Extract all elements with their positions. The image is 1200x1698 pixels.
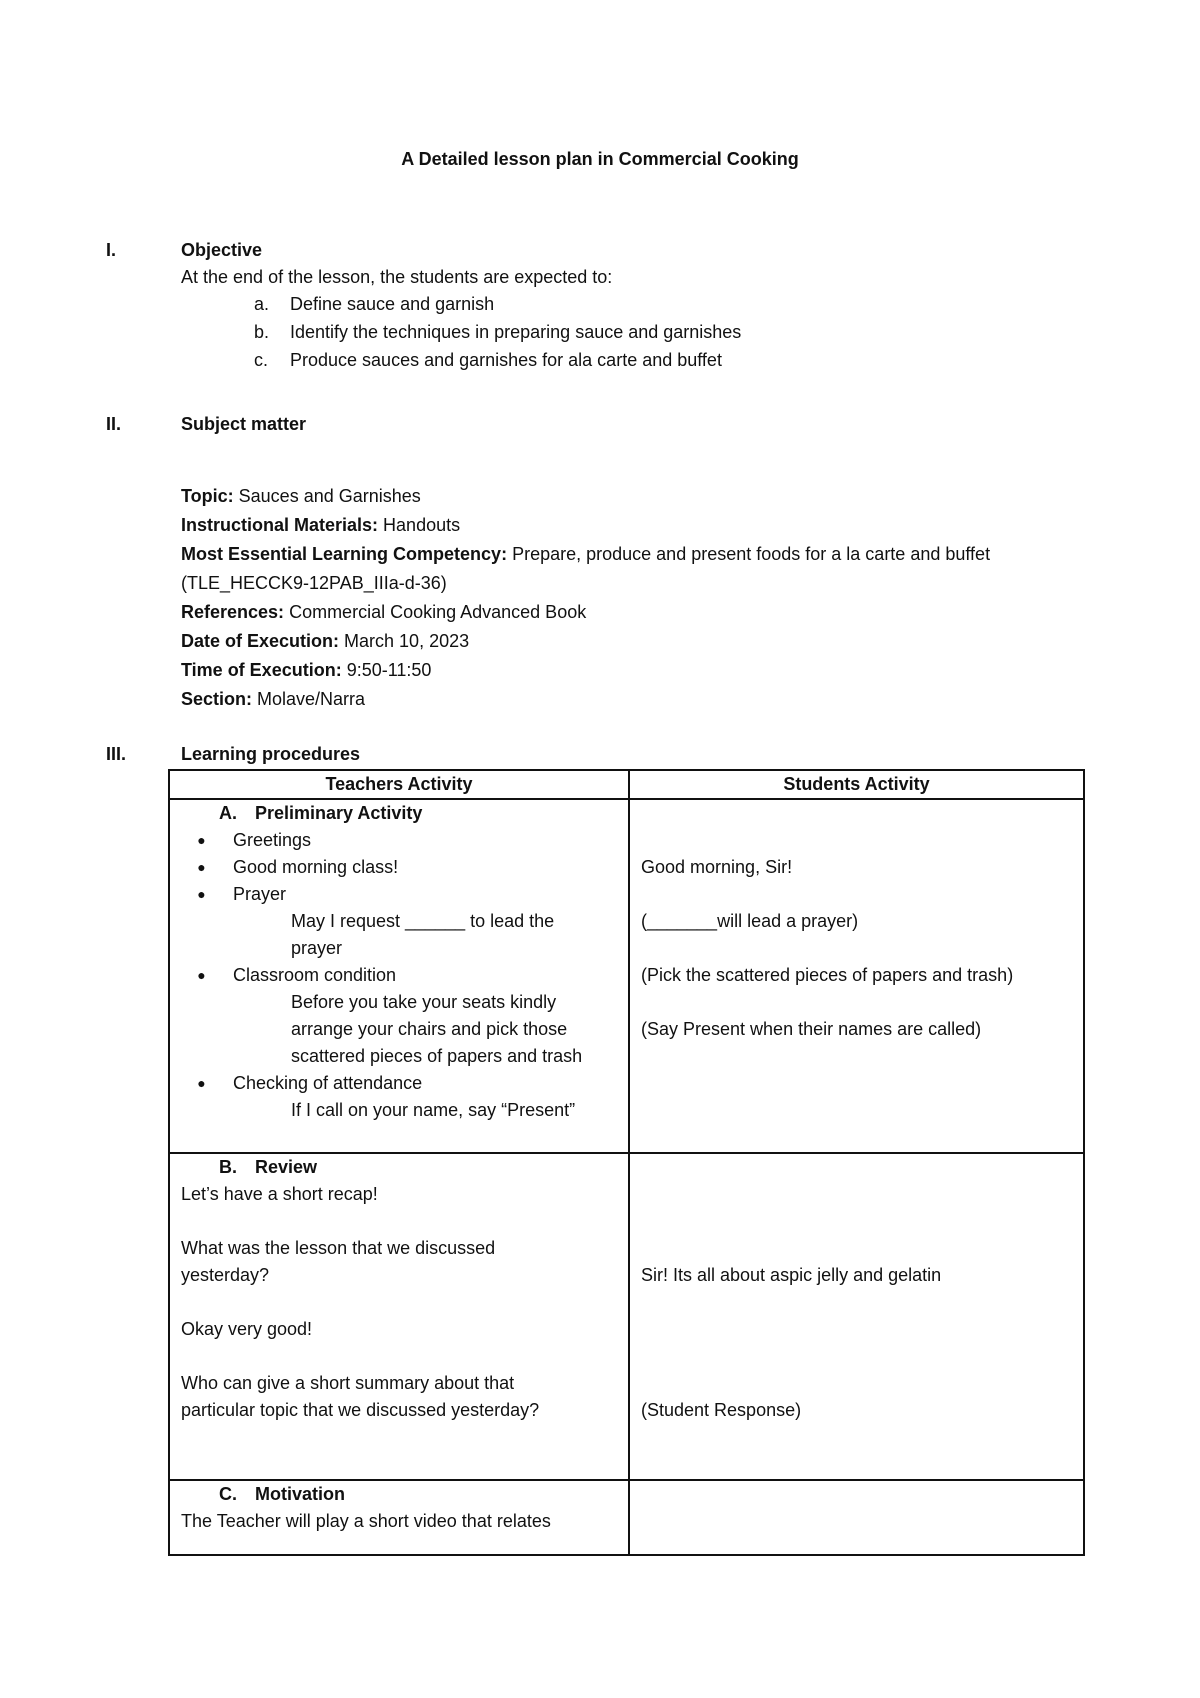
indent-text: If I call on your name, say “Present”: [291, 1100, 576, 1120]
student-cell-preliminary: [629, 799, 1084, 1153]
page-title: A Detailed lesson plan in Commercial Cooking: [401, 149, 799, 169]
subject-label: Date of Execution:: [181, 631, 340, 651]
section-numeral-objective: I.: [106, 240, 117, 260]
subject-label: Most Essential Learning Competency:: [181, 544, 508, 564]
table-row-motivation: [169, 1480, 1084, 1555]
section-numeral-procedures: III.: [106, 744, 127, 764]
subject-line-topic: [181, 483, 1131, 512]
indent-text: May I request ______ to lead the: [291, 911, 555, 931]
objective-item: [254, 291, 741, 319]
objective-intro: At the end of the lesson, the students are expected to:: [181, 267, 613, 287]
section-heading-subject: Subject matter: [181, 414, 307, 434]
objective-text: Produce sauces and garnishes for ala carte and buffet: [290, 350, 722, 370]
subject-value: (TLE_HECCK9-12PAB_IIIa-d-36): [181, 573, 447, 593]
subject-label: Section:: [181, 689, 253, 709]
subject-value: Prepare, produce and present foods for a la carte and buffet: [507, 544, 991, 564]
subject-value: Handouts: [378, 515, 461, 535]
bullet-icon: ●: [197, 886, 206, 902]
bullet-text: Classroom condition: [233, 965, 397, 985]
table-header-row: [169, 770, 1084, 799]
objective-text: Define sauce and garnish: [290, 294, 495, 314]
subject-value: Molave/Narra: [252, 689, 366, 709]
subsection-title: Preliminary Activity: [255, 803, 423, 823]
bullet-icon: ●: [197, 1075, 206, 1091]
bullet-item: [170, 1070, 628, 1097]
subject-label: Topic:: [181, 486, 234, 506]
student-response: Good morning, Sir!: [641, 857, 793, 877]
teacher-cell-review: [169, 1153, 629, 1480]
student-cell-review: [629, 1153, 1084, 1480]
subject-line-code: [181, 570, 1131, 599]
subject-label: Instructional Materials:: [181, 515, 379, 535]
bullet-item: [170, 827, 628, 854]
subject-value: Sauces and Garnishes: [233, 486, 421, 506]
subject-matter-block: [181, 483, 1131, 715]
subsection-title: Motivation: [255, 1484, 345, 1504]
teacher-cell-preliminary: [169, 799, 629, 1153]
table-row-preliminary: [169, 799, 1084, 1153]
bullet-item: [170, 881, 628, 908]
indent-text: Before you take your seats kindly: [291, 992, 557, 1012]
bullet-icon: ●: [197, 832, 206, 848]
teacher-text: The Teacher will play a short video that relates: [181, 1511, 551, 1531]
subsection-heading: [170, 800, 628, 827]
header-teachers-activity: Teachers Activity: [169, 770, 629, 799]
student-response: (Say Present when their names are called): [641, 1019, 982, 1039]
subject-line-time: [181, 657, 1131, 686]
student-response: (_______will lead a prayer): [641, 911, 859, 931]
indent-text: arrange your chairs and pick those: [291, 1019, 568, 1039]
teacher-cell-motivation: [169, 1480, 629, 1555]
subject-line-competency: [181, 541, 1131, 570]
subject-value: March 10, 2023: [339, 631, 470, 651]
bullet-text: Prayer: [233, 884, 287, 904]
objective-letter: c.: [254, 350, 269, 370]
teacher-text: What was the lesson that we discussed: [181, 1238, 496, 1258]
student-response: (Pick the scattered pieces of papers and trash): [641, 965, 1014, 985]
bullet-text: Greetings: [233, 830, 312, 850]
subject-line-date: [181, 628, 1131, 657]
objective-item: [254, 319, 741, 347]
subsection-letter: A.: [219, 803, 237, 823]
subsection-heading: [170, 1481, 628, 1508]
indent-text: prayer: [291, 938, 343, 958]
student-response: Sir! Its all about aspic jelly and gelatin: [641, 1265, 942, 1285]
objective-letter: b.: [254, 322, 270, 342]
header-students-activity: Students Activity: [629, 770, 1084, 799]
subject-label: References:: [181, 602, 285, 622]
bullet-text: Good morning class!: [233, 857, 399, 877]
subject-line-materials: [181, 512, 1131, 541]
objective-item: [254, 347, 741, 375]
teacher-text: Who can give a short summary about that: [181, 1373, 515, 1393]
section-numeral-subject: II.: [106, 414, 122, 434]
subsection-title: Review: [255, 1157, 318, 1177]
procedures-table: [168, 769, 1085, 1556]
section-heading-objective: Objective: [181, 240, 263, 260]
teacher-text: yesterday?: [181, 1265, 270, 1285]
subject-label: Time of Execution:: [181, 660, 342, 680]
teacher-text: Okay very good!: [181, 1319, 313, 1339]
subject-line-references: [181, 599, 1131, 628]
student-response: (Student Response): [641, 1400, 802, 1420]
subsection-letter: B.: [219, 1157, 237, 1177]
teacher-text: particular topic that we discussed yesterday?: [181, 1400, 540, 1420]
section-heading-procedures: Learning procedures: [181, 744, 361, 764]
bullet-item: [170, 854, 628, 881]
subject-value: 9:50-11:50: [341, 660, 432, 680]
bullet-icon: ●: [197, 859, 206, 875]
teacher-text: Let’s have a short recap!: [181, 1184, 378, 1204]
student-cell-motivation: [629, 1480, 1084, 1555]
subsection-heading: [170, 1154, 628, 1181]
bullet-text: Checking of attendance: [233, 1073, 423, 1093]
objective-text: Identify the techniques in preparing sauce and garnishes: [290, 322, 742, 342]
objective-letter: a.: [254, 294, 270, 314]
subject-value: Commercial Cooking Advanced Book: [284, 602, 587, 622]
bullet-item: [170, 962, 628, 989]
objective-list: [254, 291, 741, 375]
indent-text: scattered pieces of papers and trash: [291, 1046, 583, 1066]
subsection-letter: C.: [219, 1484, 237, 1504]
bullet-icon: ●: [197, 967, 206, 983]
table-row-review: [169, 1153, 1084, 1480]
subject-line-section: [181, 686, 1131, 715]
